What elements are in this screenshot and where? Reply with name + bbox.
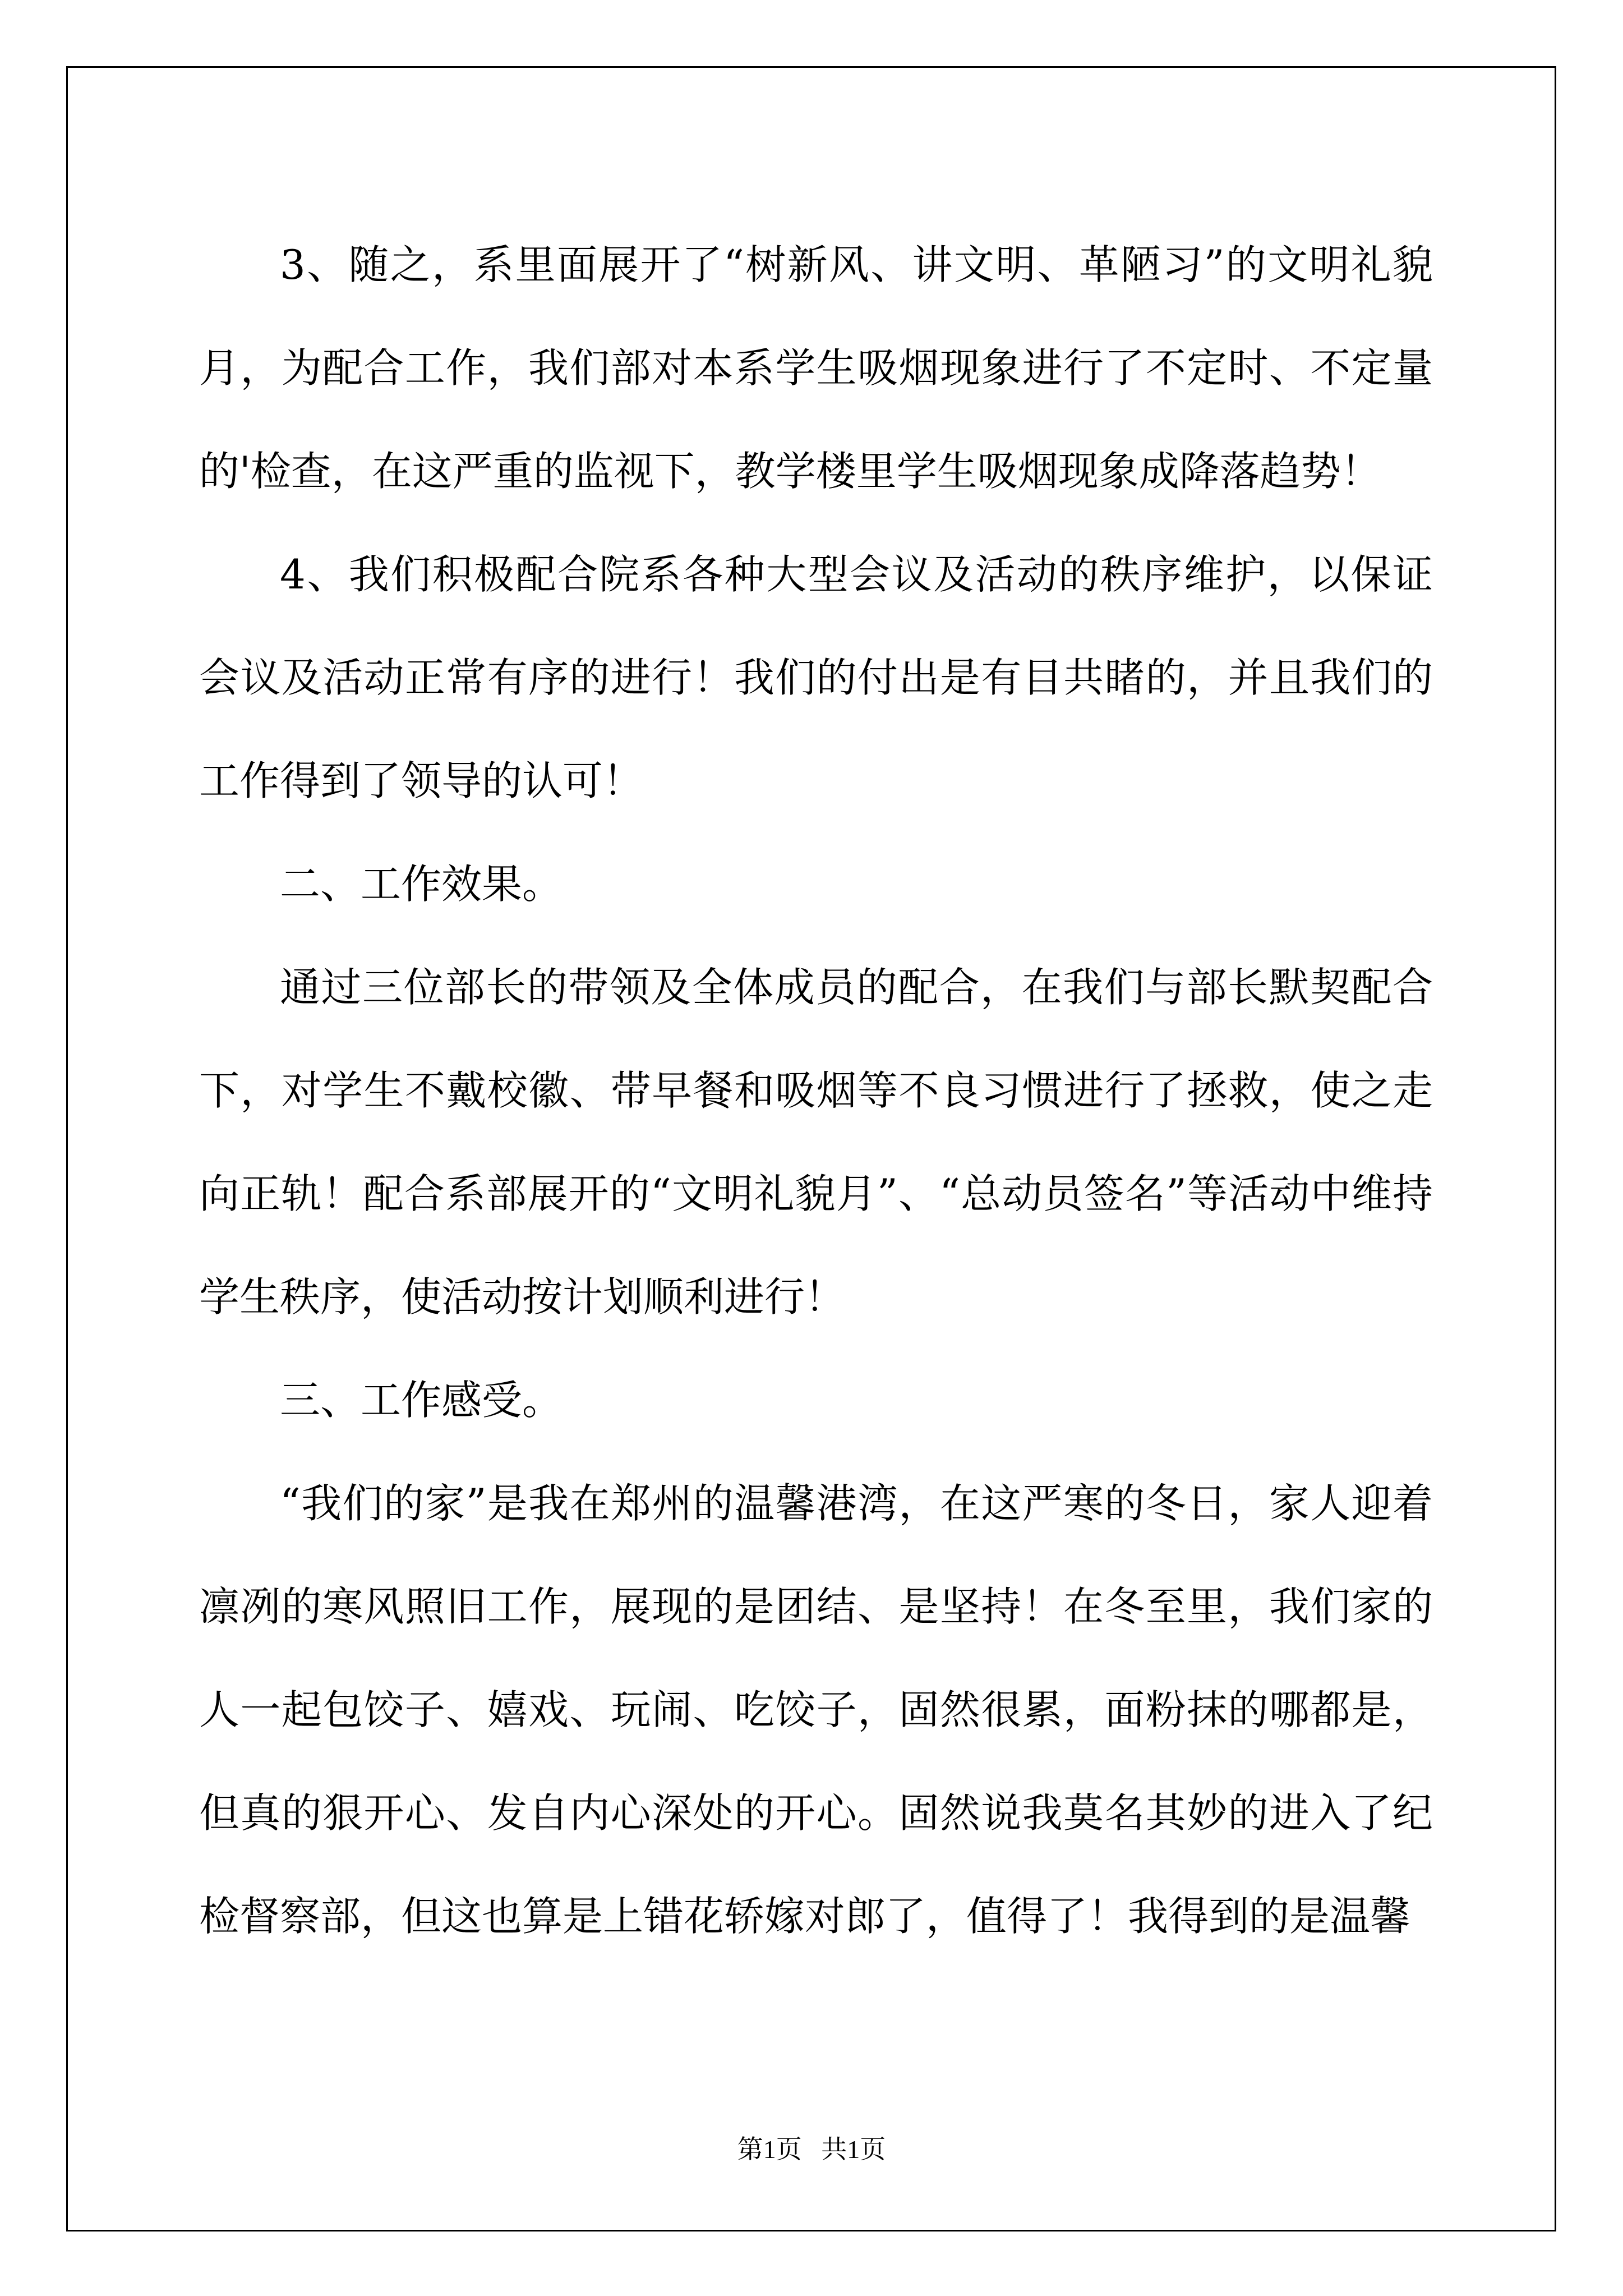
paragraph-1: 3、随之，系里面展开了“树新风、讲文明、革陋习”的文明礼貌月，为配合工作，我们部对本系学生吸烟现象进行了不定时、不定量的'检查，在这严重的监视下，教学楼里学生吸烟现象成降落趋势！: [199, 241, 1433, 495]
page-total: 共1页: [821, 2135, 886, 2164]
section-heading-results: 二、工作效果。: [280, 861, 563, 908]
paragraph-3: 通过三位部长的带领及全体成员的配合，在我们与部长默契配合下，对学生不戴校徽、带早餐和吸烟等不良习惯进行了拯救，使之走向正轨！配合系部展开的“文明礼貌月”、“总动员签名”等活动中维持学生秩序，使活动按计划顺利进行！: [199, 964, 1433, 1320]
paragraph-2: 4、我们积极配合院系各种大型会议及活动的秩序维护，以保证会议及活动正常有序的进行！我们的付出是有目共睹的，并且我们的工作得到了领导的认可！: [199, 551, 1433, 804]
paragraph-4: “我们的家”是我在郑州的温馨港湾，在这严寒的冬日，家人迎着凛冽的寒风照旧工作，展现的是团结、是坚持！在冬至里，我们家的人一起包饺子、嬉戏、玩闹、吃饺子，固然很累，面粉抹的哪都是，但真的狠开心、发自内心深处的开心。固然说我莫名其妙的进入了纪检督察部，但这也算是上错花轿嫁对郎了，值得了！我得到的是温馨: [199, 1480, 1433, 1940]
document-body: [199, 213, 1433, 1968]
section-heading-feelings: 三、工作感受。: [280, 1377, 563, 1424]
page-footer: [0, 2129, 1623, 2166]
page-number: 第1页: [737, 2135, 802, 2164]
